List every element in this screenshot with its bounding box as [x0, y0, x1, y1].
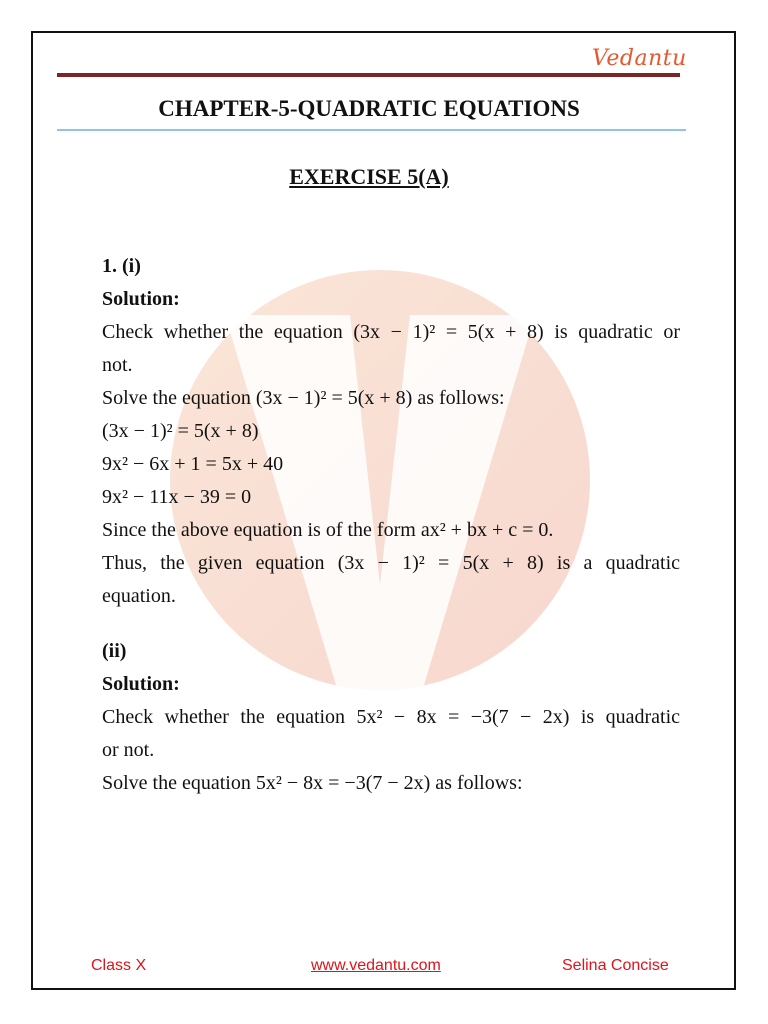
question-number: 1. (i): [102, 255, 141, 277]
solution-content: [102, 250, 680, 800]
solution-label: Solution:: [102, 288, 180, 310]
equation-step: 9x² − 6x + 1 = 5x + 40: [102, 453, 284, 475]
equation: (3x − 1)² = 5(x + 8): [337, 552, 544, 574]
equation: (3x − 1)² = 5(x + 8): [353, 321, 544, 343]
equation: 5x² − 8x = −3(7 − 2x): [356, 706, 570, 728]
text-line: [102, 701, 680, 734]
text: as follows:: [435, 772, 523, 794]
text: Since the above equation is of the form: [102, 519, 416, 541]
text: as follows:: [417, 387, 505, 409]
footer-website-link[interactable]: www.vedantu.com: [311, 957, 441, 974]
spacer: [102, 613, 680, 635]
text-line: [102, 547, 680, 580]
text: Check whether the equation: [102, 321, 343, 343]
footer-book-title: Selina Concise: [562, 957, 669, 974]
text: Solve the equation: [102, 387, 251, 409]
equation: ax² + bx + c = 0.: [420, 519, 554, 541]
header-rule: [57, 73, 680, 77]
text: is a quadratic: [556, 552, 681, 574]
title-rule: [57, 129, 686, 131]
text-line: [102, 514, 680, 547]
equation: (3x − 1)² = 5(x + 8): [255, 387, 413, 409]
text: Check whether the equation: [102, 706, 346, 728]
vedantu-logo: Vedantu: [592, 46, 687, 71]
equation-step: (3x − 1)² = 5(x + 8): [102, 420, 259, 442]
footer-class-label: Class X: [91, 957, 147, 974]
text: is quadratic: [580, 706, 681, 728]
text-line: equation.: [102, 585, 176, 607]
text-line: [102, 382, 680, 415]
solution-label: Solution:: [102, 673, 180, 695]
chapter-title: CHAPTER-5-QUADRATIC EQUATIONS: [158, 96, 580, 121]
equation-step: 9x² − 11x − 39 = 0: [102, 486, 252, 508]
text-line: not.: [102, 354, 133, 376]
exercise-title: EXERCISE 5(A): [289, 164, 449, 189]
text-line: [102, 767, 680, 800]
text: Thus, the given equation: [102, 552, 325, 574]
text-line: [102, 316, 680, 349]
equation: 5x² − 8x = −3(7 − 2x): [255, 772, 431, 794]
text: is quadratic or: [554, 321, 681, 343]
text-line: or not.: [102, 739, 155, 761]
question-number: (ii): [102, 640, 127, 662]
text: Solve the equation: [102, 772, 251, 794]
